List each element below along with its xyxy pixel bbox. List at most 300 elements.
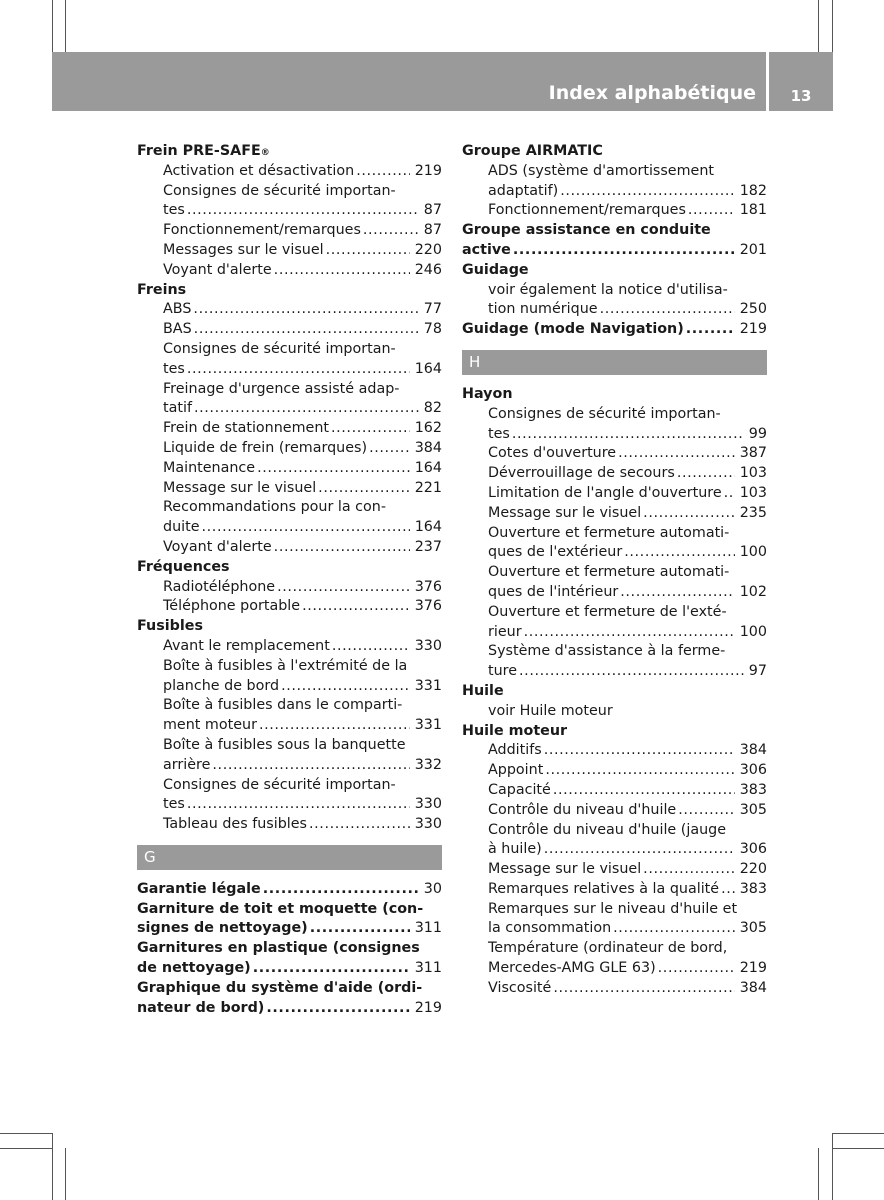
page-ref[interactable]: 311 — [414, 960, 442, 977]
page-ref[interactable]: 182 — [739, 182, 767, 199]
index-subentry — [137, 479, 442, 499]
index-entry-line — [137, 939, 442, 959]
entry-text: Déverrouillage de secours — [488, 465, 675, 482]
leader-dots — [618, 444, 735, 464]
entry-text: tes — [163, 202, 185, 219]
crop-mark — [832, 1133, 884, 1134]
index-heading — [137, 900, 442, 940]
leader-dots — [686, 320, 735, 340]
page-ref[interactable]: 102 — [739, 583, 767, 600]
index-column-left — [137, 142, 442, 1018]
leader-dots — [363, 221, 419, 241]
index-entry-line — [488, 201, 767, 221]
leader-dots — [512, 425, 744, 445]
index-heading — [462, 682, 767, 702]
index-subentry — [462, 880, 767, 900]
index-subentry — [137, 578, 442, 598]
page-ref[interactable]: 311 — [414, 920, 442, 937]
entry-text: arrière — [163, 756, 211, 773]
leader-dots — [266, 999, 409, 1019]
index-subentry — [137, 538, 442, 558]
index-heading — [462, 320, 767, 340]
page-ref[interactable]: 30 — [423, 880, 442, 897]
index-entry-line — [163, 241, 442, 261]
page-ref[interactable]: 220 — [739, 861, 767, 878]
entry-text: ADS (système d'amortissement — [488, 162, 714, 179]
index-heading — [462, 142, 767, 162]
page-ref[interactable]: 330 — [414, 796, 442, 813]
index-subentry — [462, 603, 767, 643]
leader-dots — [281, 677, 410, 697]
page-ref[interactable]: 331 — [414, 677, 442, 694]
leader-dots — [613, 919, 735, 939]
page-ref[interactable]: 332 — [414, 756, 442, 773]
entry-text: Messages sur le visuel — [163, 241, 324, 258]
page-ref[interactable]: 103 — [739, 465, 767, 482]
index-subentry — [462, 939, 767, 979]
entry-text: Guidage (mode Navigation) — [462, 321, 684, 338]
entry-text: à huile) — [488, 841, 542, 858]
index-subentry — [462, 801, 767, 821]
leader-dots — [194, 399, 419, 419]
entry-text: Contrôle du niveau d'huile — [488, 801, 677, 818]
index-entry-line — [488, 642, 767, 662]
index-entry-line — [488, 182, 767, 202]
leader-dots — [331, 419, 410, 439]
entry-text: Maintenance — [163, 459, 256, 476]
index-entry-line — [163, 221, 442, 241]
page-ref[interactable]: 384 — [414, 439, 442, 456]
entry-text: ques de l'extérieur — [488, 544, 623, 561]
index-heading — [462, 261, 767, 281]
entry-text: BAS — [163, 321, 192, 338]
entry-text: voir également la notice d'utilisa- — [488, 281, 728, 298]
entry-text: Ouverture et fermeture automati- — [488, 564, 730, 581]
entry-text: rieur — [488, 623, 522, 640]
index-heading — [462, 722, 767, 742]
entry-text: la consommation — [488, 920, 612, 937]
entry-text: Message sur le visuel — [488, 861, 642, 878]
page-ref[interactable]: 330 — [414, 816, 442, 833]
index-entry-line — [488, 979, 767, 999]
index-entry-line — [137, 558, 442, 578]
entry-text: Système d'assistance à la ferme- — [488, 643, 726, 660]
entry-text: tatif — [163, 400, 192, 417]
entry-text: signes de nettoyage) — [137, 920, 308, 937]
index-subentry — [462, 702, 767, 722]
entry-text: Boîte à fusibles à l'extrémité de la — [163, 657, 408, 674]
leader-dots — [721, 880, 735, 900]
index-entry-line — [462, 722, 767, 742]
leader-dots — [724, 484, 735, 504]
page-ref[interactable]: 250 — [739, 301, 767, 318]
page-ref[interactable]: 384 — [739, 742, 767, 759]
index-heading — [137, 880, 442, 900]
page-ref[interactable]: 387 — [739, 445, 767, 462]
index-subentry — [137, 261, 442, 281]
index-entry-line — [163, 498, 442, 518]
leader-dots — [643, 860, 735, 880]
entry-text: ture — [488, 663, 518, 680]
index-entry-line — [488, 623, 767, 643]
index-entry-line — [488, 860, 767, 880]
page-ref[interactable]: 305 — [739, 920, 767, 937]
index-subentry — [462, 524, 767, 564]
page-ref[interactable]: 164 — [414, 459, 442, 476]
page-number: 13 — [790, 87, 812, 105]
leader-dots — [309, 815, 410, 835]
index-subentry — [462, 444, 767, 464]
index-subentry — [137, 736, 442, 776]
index-heading — [137, 617, 442, 637]
entry-text: Guidage — [462, 261, 529, 278]
index-entry-line — [488, 425, 767, 445]
index-entry-line — [163, 459, 442, 479]
index-entry-line — [488, 801, 767, 821]
crop-mark — [818, 1148, 819, 1200]
page-ref[interactable]: 103 — [739, 484, 767, 501]
index-subentry — [462, 405, 767, 445]
page-ref[interactable]: 220 — [414, 241, 442, 258]
page-ref[interactable]: 383 — [739, 880, 767, 897]
entry-text: Fonctionnement/remarques — [488, 202, 686, 219]
index-entry-line — [163, 795, 442, 815]
index-subentry — [137, 459, 442, 479]
index-entry-line — [488, 524, 767, 544]
page-ref[interactable]: 181 — [739, 202, 767, 219]
page-title: Index alphabétique — [548, 82, 756, 104]
leader-dots — [519, 662, 744, 682]
index-entry-line — [462, 320, 767, 340]
index-heading — [137, 939, 442, 979]
entry-text: tion numérique — [488, 301, 598, 318]
index-entry-line — [488, 880, 767, 900]
index-subentry — [137, 815, 442, 835]
section-letter-bar: G — [137, 845, 442, 870]
entry-text: Boîte à fusibles sous la banquette — [163, 736, 406, 753]
leader-dots — [332, 637, 410, 657]
index-entry-line — [137, 617, 442, 637]
index-entry-line — [163, 439, 442, 459]
index-subentry — [137, 657, 442, 697]
index-entry-line — [137, 959, 442, 979]
index-subentry — [137, 439, 442, 459]
index-entry-line — [488, 781, 767, 801]
index-subentry — [137, 498, 442, 538]
index-entry-line — [137, 979, 442, 999]
index-subentry — [137, 419, 442, 439]
index-heading — [137, 979, 442, 1019]
leader-dots — [600, 300, 735, 320]
entry-text: Consignes de sécurité importan- — [163, 340, 396, 357]
entry-text: Mercedes-AMG GLE 63) — [488, 960, 656, 977]
entry-text: Graphique du système d'aide (ordi- — [137, 979, 423, 996]
index-entry-line — [488, 563, 767, 583]
page-ref[interactable]: 246 — [414, 261, 442, 278]
crop-mark — [65, 1148, 66, 1200]
index-entry-line — [163, 716, 442, 736]
page-ref[interactable]: 87 — [423, 222, 442, 239]
crop-mark — [0, 1148, 52, 1149]
index-entry-line — [163, 597, 442, 617]
entry-text: Appoint — [488, 762, 544, 779]
entry-text: Huile moteur — [462, 722, 568, 739]
entry-text: Remarques relatives à la qualité — [488, 880, 720, 897]
index-entry-line — [488, 405, 767, 425]
entry-text: Voyant d'alerte — [163, 538, 272, 555]
index-entry-line — [488, 543, 767, 563]
index-entry-line — [163, 479, 442, 499]
index-entry-line: Frein PRE-SAFE ® — [137, 142, 442, 162]
page-ref[interactable]: 78 — [423, 321, 442, 338]
index-entry-line — [488, 504, 767, 524]
index-subentry — [462, 504, 767, 524]
leader-dots — [356, 162, 410, 182]
index-entry-line — [163, 399, 442, 419]
entry-text: de nettoyage) — [137, 960, 251, 977]
index-entry-line — [462, 261, 767, 281]
leader-dots — [524, 623, 735, 643]
entry-text: ment moteur — [163, 717, 257, 734]
page-ref[interactable]: 219 — [414, 162, 442, 179]
index-heading — [137, 558, 442, 578]
entry-text: Liquide de frein (remarques) — [163, 439, 368, 456]
header-band — [52, 52, 766, 111]
index-entry-line — [137, 880, 442, 900]
entry-text: Température (ordinateur de bord, — [488, 940, 728, 957]
index-subentry — [462, 781, 767, 801]
leader-dots — [553, 781, 735, 801]
index-entry-line — [163, 657, 442, 677]
crop-mark — [65, 0, 66, 52]
leader-dots — [643, 504, 735, 524]
leader-dots — [187, 360, 410, 380]
entry-text: Avant le remplacement — [163, 637, 330, 654]
entry-text: Voyant d'alerte — [163, 261, 272, 278]
entry-text: planche de bord — [163, 677, 280, 694]
crop-mark — [52, 0, 53, 52]
entry-text: active — [462, 241, 511, 258]
index-entry-line — [488, 840, 767, 860]
entry-text: Cotes d'ouverture — [488, 445, 617, 462]
page-ref[interactable]: 162 — [414, 420, 442, 437]
entry-text: Consignes de sécurité importan- — [163, 182, 396, 199]
leader-dots — [187, 795, 410, 815]
index-entry-line — [488, 702, 767, 722]
leader-dots — [326, 241, 410, 261]
page-ref[interactable]: 97 — [748, 663, 767, 680]
index-subentry — [462, 162, 767, 202]
index-entry-line — [488, 603, 767, 623]
crop-mark — [818, 0, 819, 52]
page-ref[interactable]: 376 — [414, 578, 442, 595]
entry-text: adaptatif) — [488, 182, 559, 199]
entry-text: Groupe AIRMATIC — [462, 143, 603, 159]
index-entry-line — [488, 484, 767, 504]
index-subentry — [137, 776, 442, 816]
leader-dots — [553, 979, 734, 999]
index-entry-line — [488, 583, 767, 603]
leader-dots — [688, 201, 735, 221]
index-entry-line — [137, 919, 442, 939]
index-subentry — [462, 281, 767, 321]
leader-dots — [194, 320, 419, 340]
page-ref[interactable]: 100 — [739, 623, 767, 640]
index-entry-line — [163, 776, 442, 796]
entry-text: Frein de stationnement — [163, 420, 329, 437]
index-entry-line — [163, 182, 442, 202]
page-ref[interactable]: 376 — [414, 598, 442, 615]
page-ref[interactable]: 87 — [423, 202, 442, 219]
index-entry-line — [163, 300, 442, 320]
index-entry-line — [488, 444, 767, 464]
entry-text: Activation et désactivation — [163, 162, 355, 179]
page-ref[interactable]: 82 — [423, 400, 442, 417]
leader-dots — [193, 300, 418, 320]
index-entry-line — [163, 538, 442, 558]
page-ref[interactable]: 305 — [739, 801, 767, 818]
entry-text: Garantie légale — [137, 880, 261, 897]
index-entry-line — [462, 682, 767, 702]
entry-text: Freinage d'urgence assisté adap- — [163, 380, 400, 397]
index-subentry — [137, 182, 442, 222]
index-entry-line — [163, 637, 442, 657]
index-entry-line — [163, 736, 442, 756]
page-ref[interactable]: 100 — [739, 544, 767, 561]
index-entry-line — [488, 662, 767, 682]
leader-dots — [544, 741, 735, 761]
index-subentry — [462, 761, 767, 781]
entry-text: Limitation de l'angle d'ouverture — [488, 484, 722, 501]
page-number-box — [769, 52, 833, 111]
entry-text: Message sur le visuel — [488, 504, 642, 521]
index-subentry — [462, 741, 767, 761]
entry-text: Remarques sur le niveau d'huile et — [488, 900, 738, 917]
index-entry-line — [163, 815, 442, 835]
leader-dots — [257, 459, 410, 479]
index-subentry — [462, 821, 767, 861]
index-subentry — [137, 380, 442, 420]
page-ref[interactable]: 235 — [739, 504, 767, 521]
index-entry-line — [163, 340, 442, 360]
index-entry-line — [163, 578, 442, 598]
index-subentry — [137, 221, 442, 241]
index-subentry — [137, 300, 442, 320]
leader-dots — [677, 464, 735, 484]
entry-text: Groupe assistance en conduite — [462, 222, 711, 239]
leader-dots — [544, 840, 735, 860]
leader-dots — [187, 201, 419, 221]
index-subentry — [137, 340, 442, 380]
page-ref[interactable]: 219 — [739, 321, 767, 338]
index-subentry — [462, 563, 767, 603]
entry-text: Contrôle du niveau d'huile (jauge — [488, 821, 727, 838]
page-ref[interactable]: 306 — [739, 762, 767, 779]
leader-dots — [202, 518, 410, 538]
index-entry-line — [163, 261, 442, 281]
leader-dots — [259, 716, 410, 736]
leader-dots — [302, 597, 410, 617]
entry-text: tes — [488, 425, 510, 442]
index-subentry — [462, 900, 767, 940]
page-ref[interactable]: 330 — [414, 637, 442, 654]
entry-text: ABS — [163, 301, 192, 318]
crop-mark — [0, 1133, 52, 1134]
entry-text: Message sur le visuel — [163, 479, 317, 496]
page-ref[interactable]: 237 — [414, 538, 442, 555]
page-ref[interactable]: 201 — [739, 241, 767, 258]
index-entry-line — [163, 380, 442, 400]
index-heading — [462, 221, 767, 261]
page-ref[interactable]: 221 — [414, 479, 442, 496]
index-entry-line — [462, 221, 767, 241]
index-entry-line — [462, 241, 767, 261]
page-ref[interactable]: 99 — [748, 425, 767, 442]
entry-text: ques de l'intérieur — [488, 583, 619, 600]
leader-dots — [545, 761, 734, 781]
index-subentry — [462, 464, 767, 484]
entry-text: Fusibles — [137, 618, 203, 635]
index-entry-line — [163, 201, 442, 221]
leader-dots — [274, 538, 410, 558]
index-entry-line — [163, 419, 442, 439]
entry-text: Capacité — [488, 781, 551, 798]
index-subentry — [462, 642, 767, 682]
leader-dots — [624, 543, 734, 563]
entry-text: Huile — [462, 682, 504, 699]
entry-text: Ouverture et fermeture de l'exté- — [488, 603, 727, 620]
entry-text: Consignes de sécurité importan- — [163, 776, 396, 793]
index-subentry — [462, 201, 767, 221]
page-ref[interactable]: 164 — [414, 519, 442, 536]
page-ref[interactable]: 383 — [739, 781, 767, 798]
entry-text: Ouverture et fermeture automati- — [488, 524, 730, 541]
index-entry-line — [137, 900, 442, 920]
entry-text: Hayon — [462, 385, 513, 402]
index-entry-line — [488, 464, 767, 484]
entry-text: Garnitures en plastique (consignes — [137, 940, 420, 957]
entry-text: Téléphone portable — [163, 598, 301, 615]
page-ref[interactable]: 77 — [423, 301, 442, 318]
index-subentry — [137, 597, 442, 617]
page-ref[interactable]: 164 — [414, 360, 442, 377]
leader-dots — [277, 578, 410, 598]
entry-text: Frein PRE-SAFE — [137, 143, 261, 159]
index-column-right — [462, 142, 767, 999]
entry-text: Radiotéléphone — [163, 578, 276, 595]
entry-text: Viscosité — [488, 979, 552, 996]
crop-mark — [832, 1133, 833, 1200]
crop-mark — [832, 0, 833, 52]
page-ref[interactable]: 219 — [739, 960, 767, 977]
page-ref[interactable]: 306 — [739, 841, 767, 858]
index-entry-line — [488, 761, 767, 781]
entry-text: Additifs — [488, 742, 542, 759]
index-entry-line — [137, 281, 442, 301]
index-entry-line — [488, 900, 767, 920]
entry-text: Fonctionnement/remarques — [163, 222, 361, 239]
page-ref[interactable]: 219 — [414, 999, 442, 1016]
leader-dots — [658, 959, 735, 979]
crop-mark — [832, 1148, 884, 1149]
page-ref[interactable]: 384 — [739, 979, 767, 996]
index-heading — [137, 142, 442, 162]
index-subentry — [462, 484, 767, 504]
index-subentry — [137, 696, 442, 736]
index-entry-line — [163, 162, 442, 182]
page-ref[interactable]: 331 — [414, 717, 442, 734]
entry-text: Fréquences — [137, 558, 230, 575]
